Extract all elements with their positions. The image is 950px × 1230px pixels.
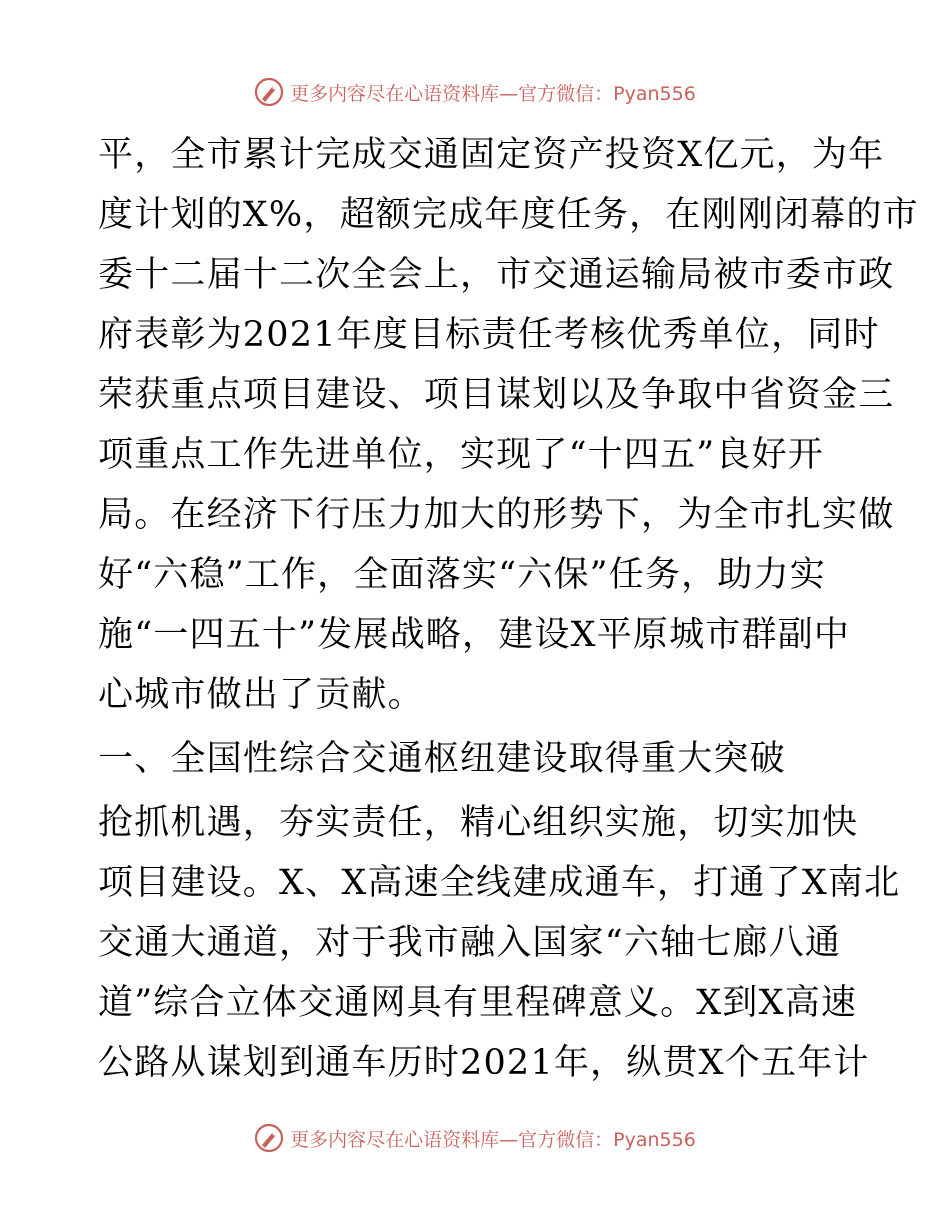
- section-heading: 一、全国性综合交通枢纽建设取得重大突破: [98, 739, 786, 779]
- pen-nib-logo-icon: [254, 1123, 284, 1153]
- watermark-text: 更多内容尽在心语资料库—官方微信：Pyan556: [290, 1128, 696, 1151]
- paragraph-line: 平，全市累计完成交通固定资产投资X亿元，为年: [98, 135, 885, 175]
- paragraph-line: 项目建设。X、X高速全线建成通车，打通了X南北: [98, 863, 901, 903]
- header-watermark: [0, 72, 950, 112]
- paragraph-line: 局。在经济下行压力加大的形势下，为全市扎实做: [98, 495, 895, 535]
- paragraph-line: 公路从谋划到通车历时2021年，纵贯X个五年计: [98, 1043, 870, 1083]
- paragraph-line: 交通大通道，对于我市融入国家“六轴七廊八通: [98, 923, 842, 963]
- footer-watermark: [0, 1118, 950, 1158]
- paragraph-line: 道”综合立体交通网具有里程碑意义。X到X高速: [98, 983, 858, 1023]
- watermark-text: 更多内容尽在心语资料库—官方微信：Pyan556: [290, 82, 696, 105]
- paragraph-line: 委十二届十二次全会上，市交通运输局被市委市政: [98, 255, 895, 295]
- paragraph-line: 好“六稳”工作，全面落实“六保”任务，助力实: [98, 555, 826, 595]
- paragraph-line: 抢抓机遇，夯实责任，精心组织实施，切实加快: [98, 803, 859, 843]
- paragraph-line: 施“一四五十”发展战略，建设X平原城市群副中: [98, 615, 851, 655]
- paragraph-line: 荣获重点项目建设、项目谋划以及争取中省资金三: [98, 375, 895, 415]
- paragraph-line: 项重点工作先进单位，实现了“十四五”良好开: [98, 435, 824, 475]
- paragraph-line: 心城市做出了贡献。: [98, 675, 424, 715]
- pen-nib-logo-icon: [254, 77, 284, 107]
- paragraph-line: 府表彰为2021年度目标责任考核优秀单位，同时: [98, 315, 880, 355]
- paragraph-line: 度计划的X%，超额完成年度任务，在刚刚闭幕的市: [98, 195, 919, 235]
